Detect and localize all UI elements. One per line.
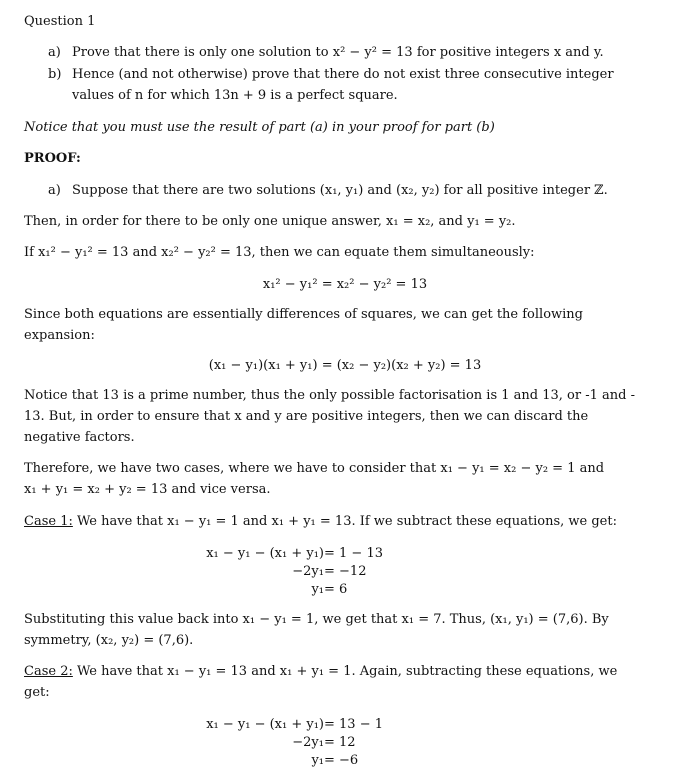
part-b-text-line2: values of n for which 13n + 9 is a perfect square. (72, 88, 398, 103)
case2-paragraph (24, 663, 670, 681)
proof-heading: PROOF: (24, 151, 81, 166)
case1-label: Case 1: (24, 514, 73, 529)
case2-eq-rhs: = −6 (324, 753, 359, 768)
part-b-label: b) (48, 67, 62, 82)
case2-eq-lhs: x₁ − y₁ − (x₁ + y₁) (206, 717, 324, 732)
paragraph-notice-line1: Notice that 13 is a prime number, thus the only possible factorisation is 1 and 13, or -1 and - (24, 388, 635, 403)
case2-eq-lhs: −2y₁ (292, 735, 324, 750)
case2-text-line2: get: (24, 685, 50, 700)
question-title: Question 1 (24, 14, 96, 29)
paragraph-notice-line2: 13. But, in order to ensure that x and y are positive integers, then we can discard the (24, 409, 589, 424)
case1-eq-rhs: = −12 (324, 564, 367, 579)
paragraph-substituting-line1: Substituting this value back into x₁ − y₁ = 1, we get that x₁ = 7. Thus, (x₁, y₁) = (7,6). By (24, 612, 609, 627)
case1-eq-lhs: −2y₁ (292, 564, 324, 579)
part-a-text: Prove that there is only one solution to x² − y² = 13 for positive integers x and y. (72, 45, 604, 60)
proof-a-label: a) (48, 183, 61, 198)
paragraph-since-line2: expansion: (24, 328, 95, 343)
part-b-text-line1: Hence (and not otherwise) prove that there do not exist three consecutive integer (72, 67, 614, 82)
case1-text: We have that x₁ − y₁ = 1 and x₁ + y₁ = 13. If we subtract these equations, we get: (72, 514, 617, 529)
paragraph-if: If x₁² − y₁² = 13 and x₂² − y₂² = 13, then we can equate them simultaneously: (24, 245, 535, 260)
case2-eq-rhs: = 12 (324, 735, 356, 750)
equation-equate: x₁² − y₁² = x₂² − y₂² = 13 (262, 277, 428, 292)
case2-eq-rhs: = 13 − 1 (324, 717, 383, 732)
case1-eq-rhs: = 1 − 13 (324, 546, 383, 561)
case2-text-line1: We have that x₁ − y₁ = 13 and x₁ + y₁ = 1. Again, subtracting these equations, we (72, 664, 618, 679)
case1-eq-rhs: = 6 (324, 582, 348, 597)
paragraph-therefore-line1: Therefore, we have two cases, where we have to consider that x₁ − y₁ = x₂ − y₂ = 1 and (24, 461, 605, 476)
paragraph-therefore-line2: x₁ + y₁ = x₂ + y₂ = 13 and vice versa. (24, 482, 271, 497)
paragraph-since-line1: Since both equations are essentially differences of squares, we can get the following (24, 307, 583, 322)
notice-text: Notice that you must use the result of part (a) in your proof for part (b) (24, 120, 495, 135)
paragraph-substituting-line2: symmetry, (x₂, y₂) = (7,6). (24, 633, 194, 648)
proof-a-text: Suppose that there are two solutions (x₁, y₁) and (x₂, y₂) for all positive integer ℤ. (72, 183, 608, 198)
case2-label: Case 2: (24, 664, 73, 679)
case2-eq-lhs: y₁ (311, 753, 324, 768)
paragraph-then: Then, in order for there to be only one unique answer, x₁ = x₂, and y₁ = y₂. (24, 214, 516, 229)
case1-eq-lhs: x₁ − y₁ − (x₁ + y₁) (206, 546, 324, 561)
paragraph-notice-line3: negative factors. (24, 430, 135, 445)
case1-eq-lhs: y₁ (311, 582, 324, 597)
case1-paragraph (24, 513, 670, 531)
equation-expansion: (x₁ − y₁)(x₁ + y₁) = (x₂ − y₂)(x₂ + y₂) = 13 (208, 358, 482, 373)
part-a-label: a) (48, 45, 61, 60)
